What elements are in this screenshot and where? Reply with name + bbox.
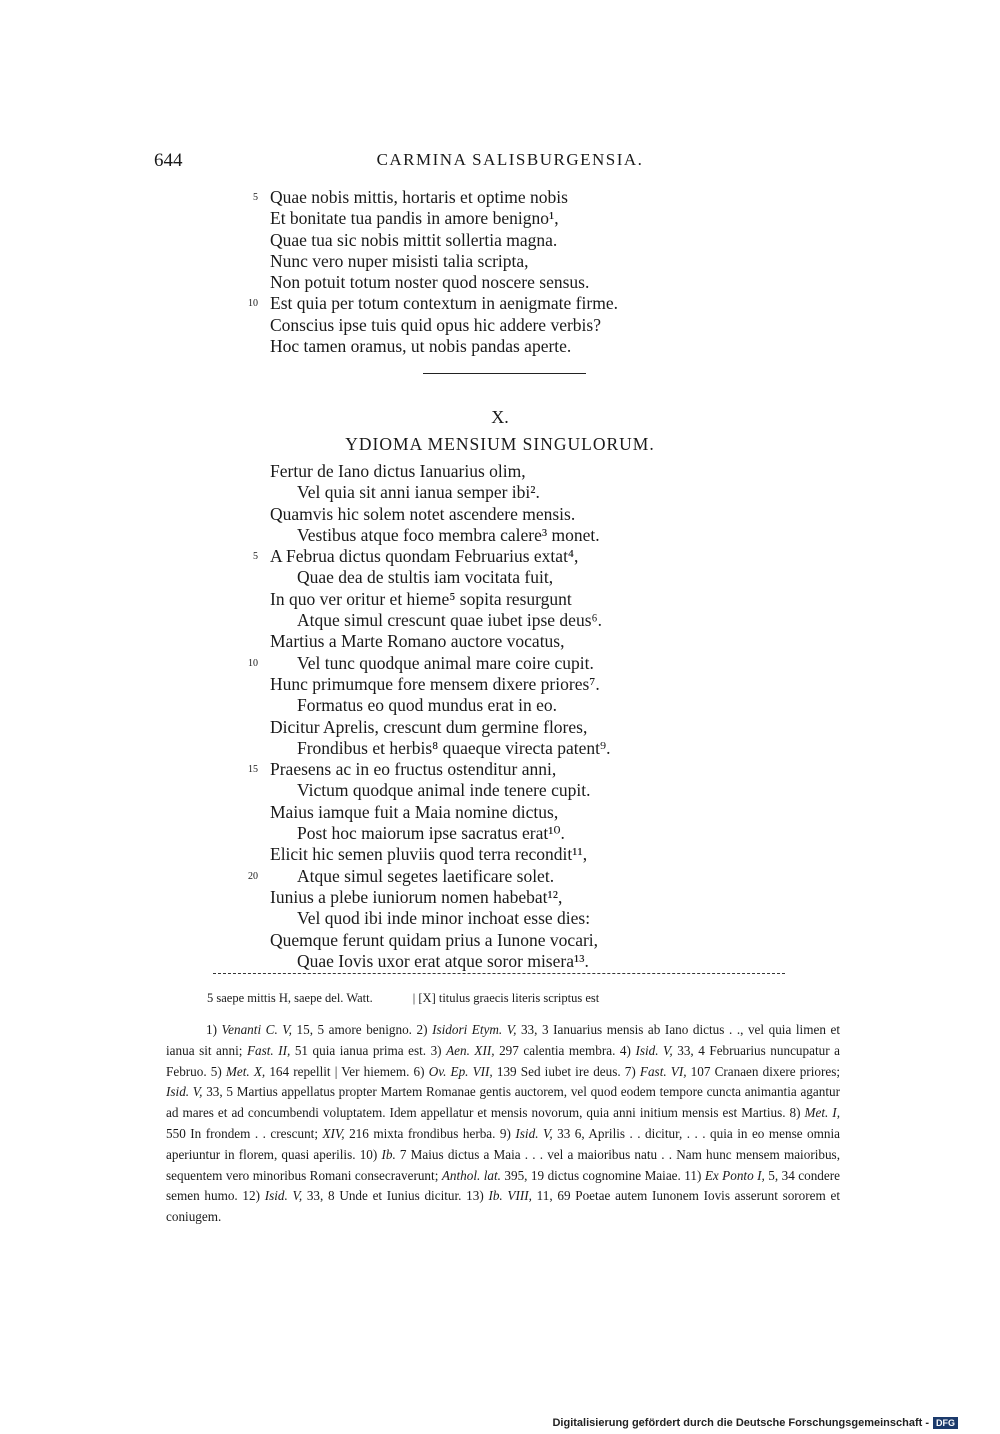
footnote-text: 51 quia ianua prima est. 3) bbox=[290, 1042, 447, 1058]
page-number: 644 bbox=[154, 150, 183, 171]
verse-text: Victum quodque animal inde tenere cupit. bbox=[297, 780, 591, 801]
verse-text: Quae dea de stultis iam vocitata fuit, bbox=[297, 567, 554, 588]
verse-text: Praesens ac in eo fructus ostenditur anni, bbox=[270, 759, 557, 780]
credit-text: Digitalisierung gefördert durch die Deutsche Forschungsgemeinschaft - bbox=[552, 1417, 929, 1429]
verse-line bbox=[253, 546, 790, 567]
footnote-source: Isid. V, bbox=[166, 1084, 203, 1100]
footnote-source: Isid. V, bbox=[515, 1125, 553, 1141]
verse-line bbox=[270, 589, 790, 610]
footnote-source: Isid. V, bbox=[264, 1188, 303, 1204]
verse-line bbox=[270, 482, 790, 503]
verse-text: Vel quod ibi inde minor inchoat esse dies: bbox=[297, 908, 591, 929]
verse-line bbox=[270, 823, 790, 844]
line-number: 10 bbox=[248, 657, 258, 669]
critical-apparatus bbox=[207, 991, 599, 1006]
verse-text: Elicit hic semen pluviis quod terra recondit¹¹, bbox=[270, 844, 588, 865]
verse-line bbox=[270, 461, 790, 482]
verse-line bbox=[248, 759, 790, 780]
footnote-source: Fast. VI, bbox=[639, 1063, 687, 1079]
line-number: 20 bbox=[248, 870, 258, 882]
verse-text: Est quia per totum contextum in aenigmate firme. bbox=[270, 293, 618, 314]
footnote-text: 11, 69 Poetae autem Iunonem Iovis asserunt sororem et coniugem. bbox=[166, 1188, 840, 1225]
digitization-credit bbox=[552, 1417, 958, 1429]
apparatus-right: | [X] titulus graecis literis scriptus est bbox=[412, 991, 600, 1005]
verse-text: Et bonitate tua pandis in amore benigno¹, bbox=[270, 208, 559, 229]
verse-line bbox=[270, 631, 790, 652]
footnote-text: 33, 5 Martius appellatus propter Martem Romanae gentis auctorem, vel quod eodem tempore cuncta animantia agantur ad mares et ad concumbendi voluptatem. Idem appellatur et mensis novorum, quia anni initium mensis est Martius. 8) bbox=[166, 1084, 840, 1121]
verse-line bbox=[270, 230, 790, 251]
poem-previous-section bbox=[248, 187, 790, 357]
line-number: 5 bbox=[253, 192, 258, 203]
dfg-logo: DFG bbox=[933, 1417, 958, 1429]
verse-line bbox=[248, 652, 790, 674]
footnote-text: 107 Cranaen dixere priores; bbox=[686, 1063, 840, 1079]
section-title: YDIOMA MENSIUM SINGULORUM. bbox=[345, 434, 655, 454]
verse-text: Vel quia sit anni ianua semper ibi². bbox=[297, 482, 540, 503]
verse-text: Frondibus et herbis⁸ quaeque virecta patent⁹. bbox=[297, 737, 611, 758]
verse-line bbox=[270, 887, 790, 908]
footnote-source: Anthol. lat. bbox=[441, 1167, 501, 1183]
verse-text: Nunc vero nuper misisti talia scripta, bbox=[270, 250, 529, 271]
verse-line bbox=[270, 567, 790, 588]
footnote-text: 395, 19 dictus cognomine Maiae. 11) bbox=[500, 1167, 705, 1183]
footnote-text: 164 repellit | Ver hiemem. 6) bbox=[265, 1063, 429, 1079]
verse-line bbox=[270, 738, 790, 759]
verse-line bbox=[270, 908, 790, 929]
verse-line bbox=[270, 336, 790, 357]
line-number: 5 bbox=[253, 551, 258, 563]
footnote-divider bbox=[213, 973, 785, 974]
apparatus-left: 5 saepe mittis H, saepe del. Watt. bbox=[207, 991, 373, 1005]
footnote-text: 33, 4 Februarius nuncupatur a Februo. 5) bbox=[166, 1042, 840, 1079]
line-number: 10 bbox=[248, 298, 258, 310]
verse-line bbox=[248, 293, 790, 314]
verse-text: Vel tunc quodque animal mare coire cupit. bbox=[297, 652, 594, 673]
running-head: CARMINA SALISBURGENSIA. bbox=[376, 150, 644, 169]
footnote-text: 15, 5 amore benigno. 2) bbox=[291, 1022, 433, 1037]
verse-text: Fertur de Iano dictus Ianuarius olim, bbox=[270, 461, 526, 481]
verse-line bbox=[270, 315, 790, 336]
footnote-text: 216 mixta frondibus herba. 9) bbox=[344, 1125, 516, 1141]
verse-text: Atque simul crescunt quae iubet ipse deus⁶. bbox=[297, 610, 602, 631]
footnote-text: 33 6, Aprilis . . dicitur, . . . quia in eo mense omnia aperiuntur in florem, quasi aperilis. 10) bbox=[166, 1125, 841, 1162]
verse-line bbox=[270, 695, 790, 716]
footnote-source: XIV, bbox=[322, 1125, 345, 1141]
footnote-source: Isid. V, bbox=[635, 1042, 673, 1058]
section-divider bbox=[423, 373, 586, 374]
footnote-text: 33, 3 Ianuarius mensis ab Iano dictus . ., vel quia limen et ianua sit anni; bbox=[166, 1022, 840, 1058]
verse-text: Maius iamque fuit a Maia nomine dictus, bbox=[270, 801, 559, 822]
verse-line bbox=[270, 674, 790, 695]
verse-text: Atque simul segetes laetificare solet. bbox=[297, 865, 555, 886]
verse-line bbox=[270, 610, 790, 631]
verse-text: Hunc primumque fore mensem dixere priores⁷. bbox=[270, 673, 600, 694]
footnote-source: Ib. VIII, bbox=[488, 1188, 532, 1204]
footnote-source: Venanti C. V, bbox=[221, 1022, 292, 1037]
verse-line bbox=[270, 208, 790, 229]
verse-line bbox=[270, 272, 790, 293]
footnotes bbox=[166, 1020, 840, 1228]
verse-line bbox=[270, 504, 790, 525]
footnote-text: 33, 8 Unde et Iunius dicitur. 13) bbox=[302, 1188, 489, 1204]
verse-line bbox=[270, 930, 790, 951]
verse-line bbox=[270, 802, 790, 823]
verse-text: Vestibus atque foco membra calere³ monet. bbox=[297, 524, 600, 545]
footnote-text: 1) bbox=[206, 1022, 222, 1037]
verse-line bbox=[248, 865, 790, 887]
verse-text: Formatus eo quod mundus erat in eo. bbox=[297, 695, 558, 716]
section-number: X. bbox=[491, 407, 509, 427]
verse-text: Quamvis hic solem notet ascendere mensis. bbox=[270, 503, 576, 524]
verse-text: Conscius ipse tuis quid opus hic addere verbis? bbox=[270, 314, 601, 335]
poem-ydioma-mensium bbox=[248, 461, 790, 972]
verse-text: Quae nobis mittis, hortaris et optime nobis bbox=[270, 187, 568, 207]
footnote-source: Ov. Ep. VII, bbox=[428, 1063, 493, 1079]
verse-line bbox=[270, 951, 790, 972]
footnote-text: 297 calentia membra. 4) bbox=[494, 1042, 636, 1058]
footnote-source: Fast. II, bbox=[246, 1042, 291, 1058]
verse-line bbox=[270, 844, 790, 865]
verse-text: Quemque ferunt quidam prius a Iunone vocari, bbox=[270, 929, 599, 950]
footnote-source: Aen. XII, bbox=[446, 1042, 495, 1058]
footnote-text: 5, 34 condere semen humo. 12) bbox=[166, 1167, 840, 1204]
footnote-source: Ex Ponto I, bbox=[704, 1167, 765, 1183]
verse-line bbox=[270, 525, 790, 546]
footnote-text: 139 Sed iubet ire deus. 7) bbox=[492, 1063, 640, 1079]
verse-text: Hoc tamen oramus, ut nobis pandas aperte. bbox=[270, 336, 572, 357]
verse-text: In quo ver oritur et hieme⁵ sopita resurgunt bbox=[270, 588, 572, 609]
footnote-source: Isidori Etym. V, bbox=[432, 1022, 517, 1037]
footnote-text: 550 In frondem . . crescunt; bbox=[166, 1125, 323, 1141]
line-number: 15 bbox=[248, 764, 258, 776]
verse-line bbox=[270, 717, 790, 738]
verse-text: Iunius a plebe iuniorum nomen habebat¹², bbox=[270, 886, 563, 907]
verse-text: Martius a Marte Romano auctore vocatus, bbox=[270, 631, 565, 652]
footnote-source: Met. I, bbox=[804, 1105, 840, 1121]
verse-line bbox=[270, 780, 790, 801]
verse-line bbox=[253, 187, 790, 208]
footnote-text: 7 Maius dictus a Maia . . . vel a maioribus natu . . Nam hunc mensem maioribus, sequentem vero minoribus Romani consecraverunt; bbox=[166, 1146, 840, 1183]
footnote-source: Met. X, bbox=[225, 1063, 266, 1079]
verse-text: Quae Iovis uxor erat atque soror misera¹³. bbox=[297, 950, 589, 971]
verse-text: Post hoc maiorum ipse sacratus erat¹⁰. bbox=[297, 823, 565, 844]
verse-text: Dicitur Aprelis, crescunt dum germine flores, bbox=[270, 716, 588, 737]
verse-text: A Februa dictus quondam Februarius extat⁴, bbox=[270, 546, 579, 567]
verse-text: Non potuit totum noster quod noscere sensus. bbox=[270, 272, 590, 293]
footnote-source: Ib. bbox=[381, 1146, 396, 1162]
verse-text: Quae tua sic nobis mittit sollertia magna. bbox=[270, 229, 558, 250]
verse-line bbox=[270, 251, 790, 272]
